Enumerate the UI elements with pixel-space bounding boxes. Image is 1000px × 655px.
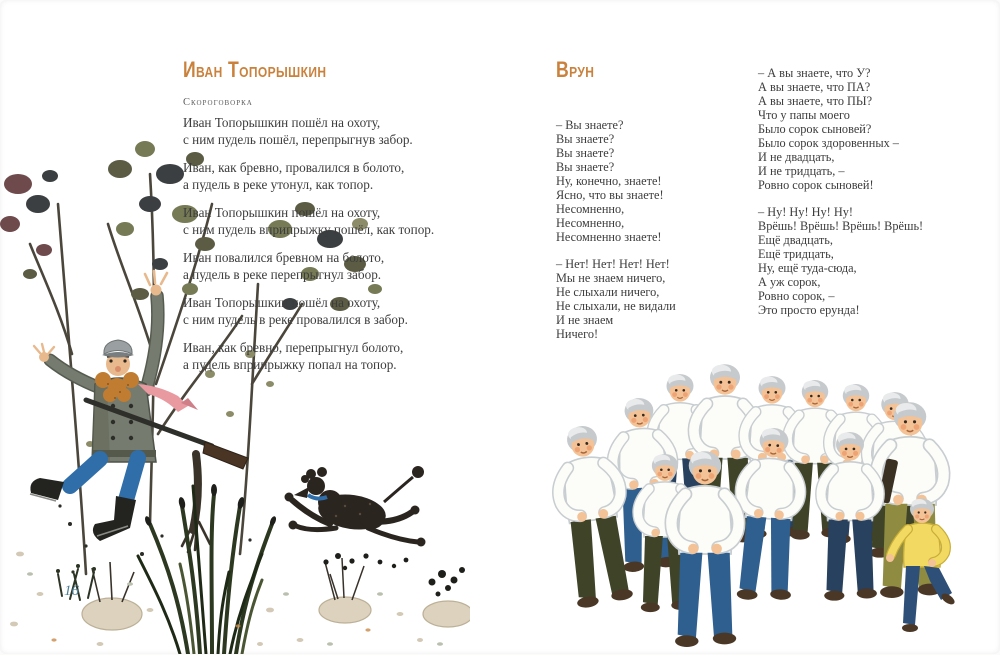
poem-line: Мы не знаем ничего, (556, 271, 676, 285)
poem-line: А вы знаете, что ПА? (758, 80, 923, 94)
poem-line: Несомненно знаете! (556, 230, 676, 244)
poem-line: а пудель вприпрыжку попал на топор. (183, 357, 434, 374)
poem-line: Ровно сорок сыновей! (758, 178, 923, 192)
tail-pompom (412, 466, 424, 478)
poem-line: А вы знаете, что ПЫ? (758, 94, 923, 108)
poem-line: с ним пудель пошёл, перепрыгнув забор. (183, 132, 434, 149)
poem-line: Иван Топорышкин пошёл на охоту, (183, 115, 434, 132)
poem-line: с ним пудель вприпрыжку пошёл, как топор. (183, 222, 434, 239)
poem-line: Вы знаете? (556, 146, 676, 160)
stanza (183, 250, 434, 283)
poem-line: Несомненно, (556, 216, 676, 230)
left-page-title: Иван Топорышкин (183, 57, 326, 83)
left-poem (183, 115, 434, 385)
right-poem-column-2 (758, 66, 923, 330)
stanza (183, 205, 434, 238)
poem-line: Ясно, что вы знаете! (556, 188, 676, 202)
poem-line: Что у папы моего (758, 108, 923, 122)
poem-line: И не двадцать, (758, 150, 923, 164)
poem-line: – А вы знаете, что У? (758, 66, 923, 80)
poem-line: – Вы знаете? (556, 118, 676, 132)
poem-line: – Нет! Нет! Нет! Нет! (556, 257, 676, 271)
stanza (758, 205, 923, 317)
poem-line: Ну, конечно, знаете! (556, 174, 676, 188)
poem-line: Иван, как бревно, перепрыгнул болото, (183, 340, 434, 357)
cap (104, 340, 132, 354)
poem-line: а пудель в реке утонул, как топор. (183, 177, 434, 194)
stanza (556, 257, 676, 341)
poem-line: Ещё тридцать, (758, 247, 923, 261)
poem-line: И не тридцать, – (758, 164, 923, 178)
grass-and-stones (10, 484, 470, 654)
boys-crowd-illustration (520, 355, 990, 655)
poem-line: Врёшь! Врёшь! Врёшь! Врёшь! (758, 219, 923, 233)
crowd-of-boys (549, 364, 956, 647)
poem-line: Ещё двадцать, (758, 233, 923, 247)
poem-line: Вы знаете? (556, 160, 676, 174)
right-page-title: Врун (556, 57, 594, 83)
poem-line: Было сорок сыновей? (758, 122, 923, 136)
poodle-figure (285, 466, 426, 547)
poem-line: Не слыхали ничего, (556, 285, 676, 299)
poem-line: а пудель в реке перепрыгнул забор. (183, 267, 434, 284)
poem-line: Ничего! (556, 327, 676, 341)
poem-line: Ровно сорок, – (758, 289, 923, 303)
poem-line: Ну, ещё туда-сюда, (758, 261, 923, 275)
poem-line: А уж сорок, (758, 275, 923, 289)
poem-line: Не слыхали, не видали (556, 299, 676, 313)
poem-line: Несомненно, (556, 202, 676, 216)
poem-line: Иван, как бревно, провалился в болото, (183, 160, 434, 177)
poem-line: И не знаем (556, 313, 676, 327)
right-poem-column-1 (556, 118, 676, 354)
stanza (758, 66, 923, 192)
poem-line: Вы знаете? (556, 132, 676, 146)
stanza (183, 115, 434, 148)
poem-line: Иван Топорышкин пошёл на охоту, (183, 295, 434, 312)
page-number: 16 (64, 583, 79, 600)
poem-line: – Ну! Ну! Ну! Ну! (758, 205, 923, 219)
poem-line: Иван повалился бревном на болото, (183, 250, 434, 267)
poem-line: Это просто ерунда! (758, 303, 923, 317)
stanza (183, 295, 434, 328)
boot (30, 478, 64, 500)
poem-line: Было сорок здоровенных – (758, 136, 923, 150)
left-page-subtitle: Скороговорка (183, 97, 253, 108)
poem-line: Иван Топорышкин пошёл на охоту, (183, 205, 434, 222)
boot (93, 496, 136, 541)
poem-line: с ним пудель в реке провалился в забор. (183, 312, 434, 329)
stanza (556, 118, 676, 244)
stanza (183, 340, 434, 373)
stanza (183, 160, 434, 193)
